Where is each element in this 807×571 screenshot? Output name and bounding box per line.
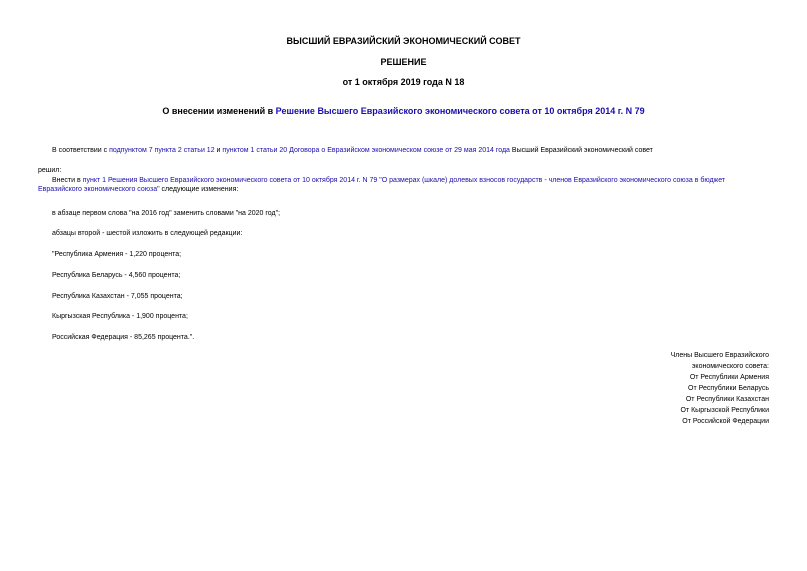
intro-text-2: и [214, 147, 223, 154]
signature-russia: От Российской Федерации [682, 418, 769, 425]
doc-type-heading: РЕШЕНИЕ [380, 57, 427, 67]
intro-text-1: В соответствии с [52, 147, 110, 154]
signature-kyrgyzstan: От Кыргызской Республики [680, 407, 769, 414]
amend-text-2: следующие изменения: [159, 186, 239, 193]
amend-item-2: абзацы второй - шестой изложить в следующей редакции: [52, 230, 243, 237]
intro-link-1[interactable]: подпунктом 7 пункта 2 статьи 12 [109, 147, 215, 154]
signature-heading-1: Члены Высшего Евразийского [670, 352, 769, 359]
title-link[interactable]: Решение Высшего Евразийского экономического совета от 10 октября 2014 г. N 79 [275, 106, 645, 116]
amend-link[interactable]: пункт 1 Решения Высшего Евразийского экономического совета от 10 октября 2014 г. N 79 "О размерах (шкале) долевых взносов государств - членов Евразийского экономического союза в бюджет Евразийского экономического союза" [38, 177, 726, 193]
share-belarus: Республика Беларусь - 4,560 процента; [52, 272, 181, 279]
intro-paragraph [52, 146, 653, 155]
signature-heading-2: экономического совета: [691, 363, 769, 370]
share-kyrgyzstan: Кыргызская Республика - 1,900 процента; [52, 313, 188, 320]
signature-belarus: От Республики Беларусь [688, 385, 769, 392]
amend-item-1: в абзаце первом слова "на 2016 год" заменить словами "на 2020 год"; [52, 210, 281, 217]
amend-text-1: Внести в [52, 177, 83, 184]
share-kazakhstan: Республика Казахстан - 7,055 процента; [52, 293, 183, 300]
resolved-label: решил: [38, 167, 62, 174]
intro-text-3: Высший Евразийский экономический совет [509, 147, 653, 154]
date-line: от 1 октября 2019 года N 18 [342, 77, 465, 87]
intro-link-2[interactable]: пунктом 1 статьи 20 Договора о Евразийском экономическом союзе от 29 мая 2014 года [222, 147, 510, 154]
share-russia: Российская Федерация - 85,265 процента.". [52, 334, 195, 341]
doc-title [0, 106, 807, 116]
amend-paragraph [38, 176, 768, 194]
doc-title-prefix: О внесении изменений в [162, 106, 276, 116]
signature-armenia: От Республики Армения [689, 374, 769, 381]
share-armenia: "Республика Армения - 1,220 процента; [52, 251, 182, 258]
signature-kazakhstan: От Республики Казахстан [685, 396, 769, 403]
org-heading: ВЫСШИЙ ЕВРАЗИЙСКИЙ ЭКОНОМИЧЕСКИЙ СОВЕТ [286, 36, 521, 46]
